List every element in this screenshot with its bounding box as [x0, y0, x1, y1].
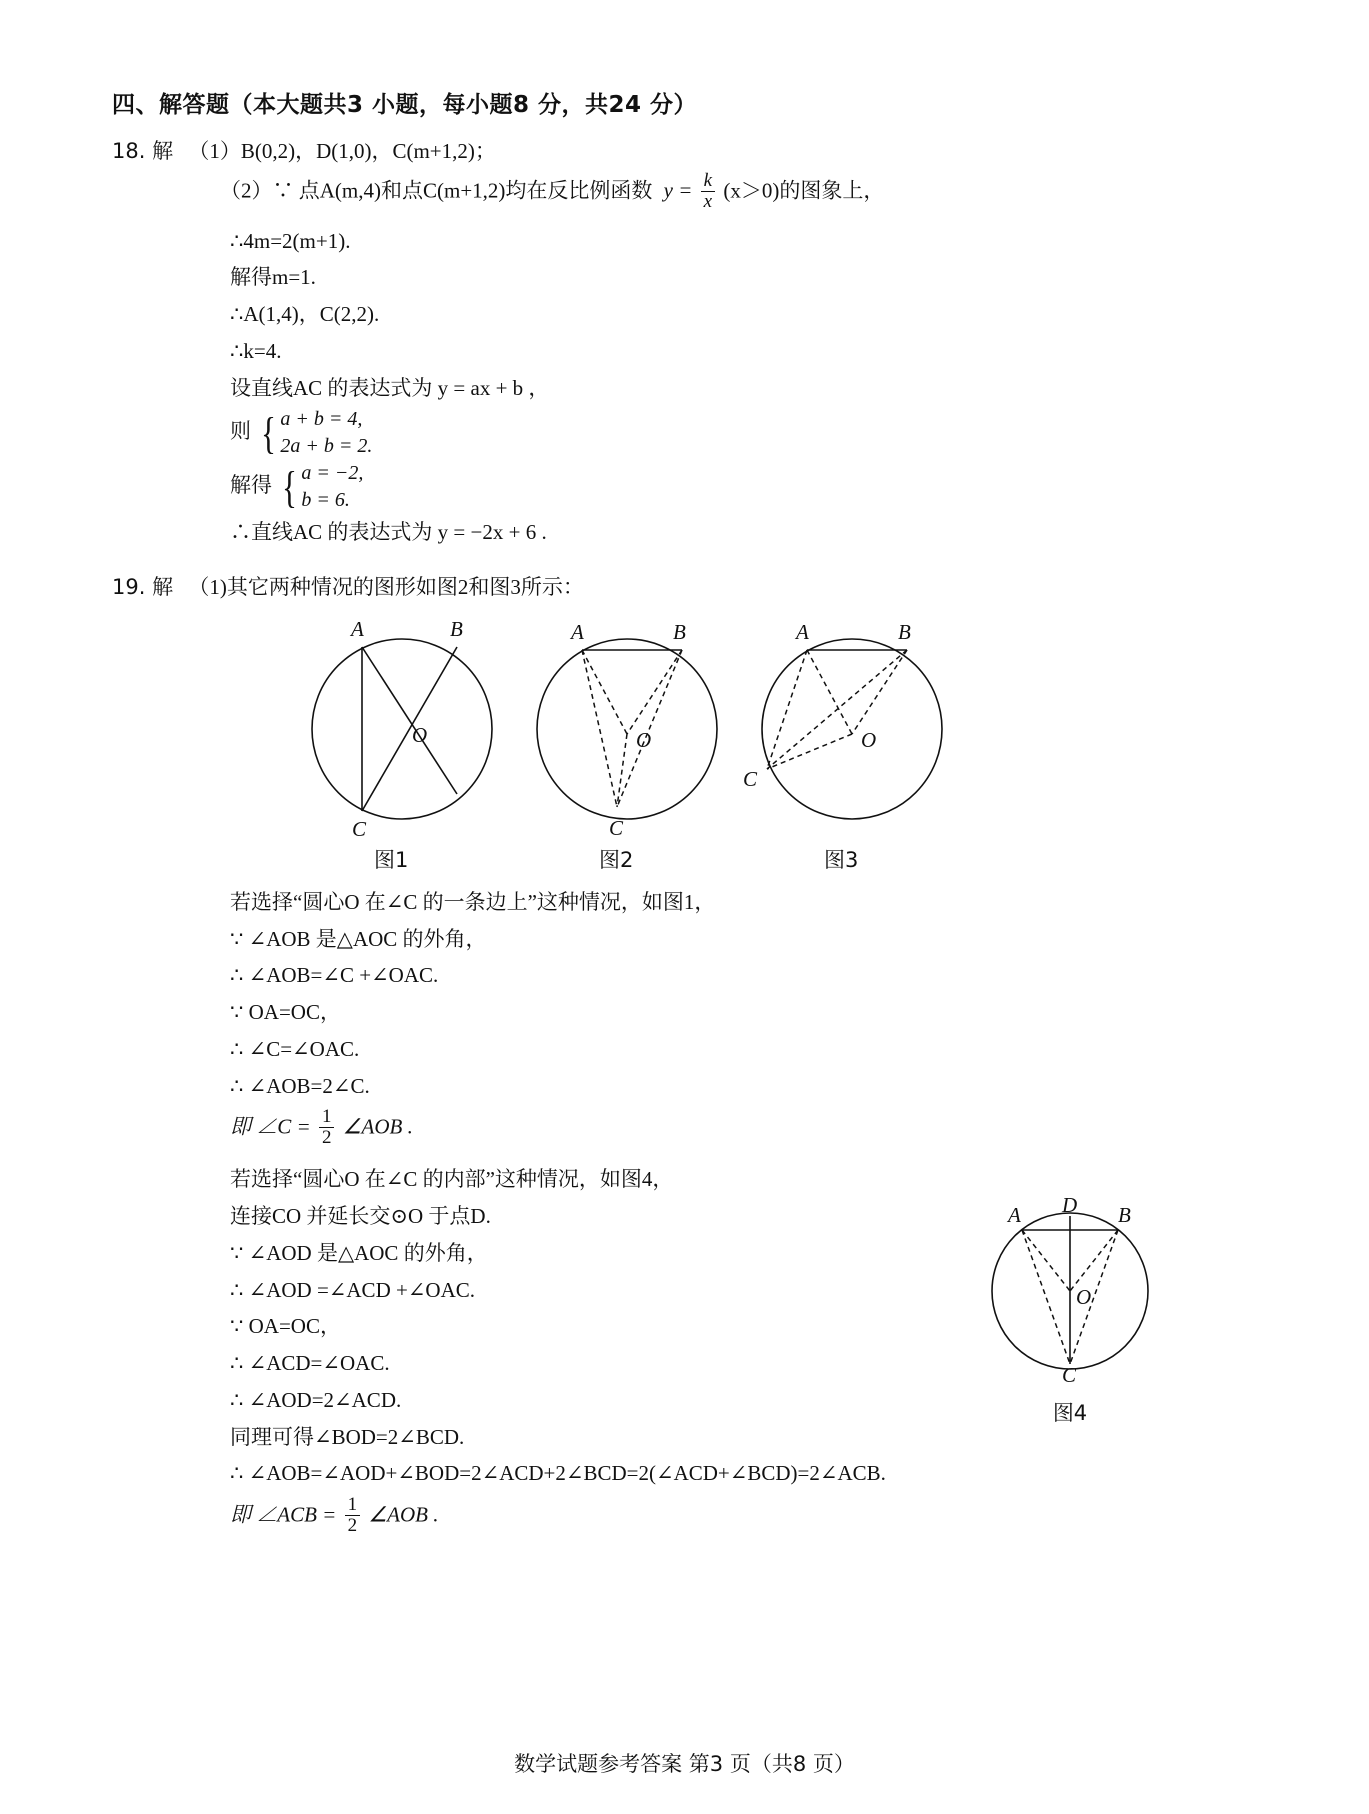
figure-1-label-B: B: [450, 616, 463, 641]
problem-18-line-9: [112, 460, 1262, 514]
problem-19-line-1: [112, 569, 1262, 606]
figure-4-caption: 图4: [1052, 1401, 1088, 1425]
figure-1: [312, 617, 492, 841]
problem-19-body2-5: ∵ OA=OC，: [230, 1314, 341, 1339]
problem-19-half-line-1: [112, 1108, 1262, 1149]
problem-18-answer-2a: （2）∵ 点A(m,4)和点C(m+1,2)均在反比例函数: [220, 178, 653, 202]
problem-19-half-line-2: [112, 1496, 1262, 1537]
problem-18-line-5: ∴A(1,4)，C(2,2).: [230, 302, 380, 327]
fraction-one-half-1: [319, 1107, 335, 1148]
figure-3-label-A: A: [796, 619, 809, 644]
problem-18-y-label: y =: [663, 178, 693, 202]
figure-1-label-A: A: [351, 616, 364, 641]
problem-18-line-4: 解得m=1.: [230, 265, 316, 290]
problem-18-line-8: [112, 406, 1262, 460]
fraction-denominator: x: [701, 191, 715, 212]
problem-19-body2-9: ∴ ∠AOB=∠AOD+∠BOD=2∠ACD+2∠BCD=2(∠ACD+∠BCD)=2∠ACB.: [230, 1461, 886, 1486]
equation-1-row-1: a + b = 4,: [280, 408, 363, 431]
problem-19-body2-6: ∴ ∠ACD=∠OAC.: [230, 1351, 390, 1375]
figure-2-label-A: A: [571, 619, 584, 644]
brace-icon: {: [282, 462, 298, 512]
figures-row: [112, 614, 1262, 844]
problem-19-body-5: ∴ ∠C=∠OAC.: [230, 1036, 360, 1061]
half-line-1-prefix: 即 ∠C =: [230, 1114, 311, 1139]
problem-18-answer-1: （1）B(0,2)，D(1,0)，C(m+1,2)；: [188, 139, 496, 163]
equation-system-2: [279, 460, 363, 514]
figure-4-svg: [970, 1196, 1170, 1386]
problem-18-line-7: 设直线AC 的表达式为 y = ax + b ，: [230, 375, 550, 400]
problem-19-body-3: ∴ ∠AOB=∠C +∠OAC.: [230, 963, 439, 988]
figure-2-label-O: O: [636, 727, 652, 752]
half-line-2-suffix: ∠AOB .: [368, 1502, 439, 1527]
fraction-k-over-x: [701, 171, 715, 212]
problem-19-body2-8: 同理可得∠BOD=2∠BCD.: [230, 1424, 465, 1449]
problem-19-body-1: 若选择“圆心O 在∠C 的一条边上”这种情况，如图1，: [230, 889, 716, 914]
figures-svg: [112, 614, 1162, 844]
problem-18-line-3: ∴4m=2(m+1).: [230, 228, 351, 253]
problem-19-body-4: ∵ OA=OC，: [230, 1000, 341, 1025]
fraction-one-half-2: [345, 1495, 361, 1536]
problem-19-body2-7: ∴ ∠AOD=2∠ACD.: [230, 1387, 402, 1412]
brace-icon: {: [261, 408, 277, 458]
figure-3: [743, 620, 942, 819]
figure-caption-2: 图2: [599, 847, 634, 872]
equation-system-1-rows: [280, 406, 372, 460]
half-line-1-suffix: ∠AOB .: [342, 1114, 413, 1139]
problem-18-label: 18. 解: [112, 139, 174, 163]
fraction-denominator: 2: [345, 1515, 361, 1536]
figure-3-label-O: O: [861, 727, 877, 752]
problem-18-line-6: ∴k=4.: [230, 338, 282, 363]
problem-19-body-6: ∴ ∠AOB=2∠C.: [230, 1073, 370, 1098]
figure-3-label-B: B: [898, 619, 911, 644]
equation-2-row-2: b = 6.: [301, 489, 350, 512]
figure-2-label-C: C: [609, 815, 624, 840]
equation-2-row-1: a = −2,: [301, 462, 364, 485]
equation-1-row-2: 2a + b = 2.: [280, 435, 373, 458]
page-footer: 数学试题参考答案 第3 页（共8 页）: [514, 1752, 855, 1776]
problem-18-then-label: 则: [230, 419, 251, 444]
fraction-denominator: 2: [319, 1127, 335, 1148]
figure-2-label-B: B: [673, 619, 686, 644]
figure-4-label-O: O: [1076, 1285, 1092, 1309]
figure-4-label-A: A: [1008, 1203, 1021, 1227]
section-title: 四、解答题（本大题共3 小题，每小题8 分，共24 分）: [112, 92, 698, 118]
figure-2: [537, 620, 717, 840]
problem-19-label: 19. 解: [112, 575, 174, 600]
fraction-numerator: k: [703, 169, 713, 191]
problem-18-line-2: [112, 169, 1262, 213]
equation-system-1: [258, 406, 372, 460]
equation-system-2-rows: [301, 460, 363, 514]
figure-caption-1: 图1: [374, 847, 409, 872]
problem-19-body2-3: ∵ ∠AOD 是△AOC 的外角，: [230, 1240, 488, 1265]
problem-19-body-2: ∵ ∠AOB 是△AOC 的外角，: [230, 926, 487, 951]
figure-1-label-C: C: [352, 816, 367, 841]
figure-4-label-B: B: [1118, 1203, 1131, 1227]
problem-18-answer-2b: (x＞0)的图象上，: [723, 178, 885, 202]
problem-19-body2-2: 连接CO 并延长交⊙O 于点D.: [230, 1204, 491, 1228]
problem-19-body2-4: ∴ ∠AOD =∠ACD +∠OAC.: [230, 1277, 476, 1302]
half-line-2-prefix: 即 ∠ACB =: [230, 1502, 337, 1527]
figure-4: [970, 1196, 1170, 1427]
problem-18-line-1: [112, 133, 1262, 170]
figure-4-label-C: C: [1062, 1363, 1077, 1386]
page-content: [112, 86, 1262, 1541]
figure-captions: [112, 844, 1262, 878]
fraction-numerator: 1: [347, 1494, 358, 1515]
figure-1-label-O: O: [412, 722, 428, 747]
figure-caption-3: 图3: [824, 847, 859, 872]
problem-19-answer-1: （1)其它两种情况的图形如图2和图3所示：: [188, 575, 584, 600]
figure-4-label-D: D: [1062, 1196, 1078, 1217]
problem-18-line-10: ∴直线AC 的表达式为 y = −2x + 6 .: [230, 520, 547, 545]
problem-18-solve-label: 解得: [230, 473, 272, 498]
problem-18: [112, 133, 1262, 551]
fraction-numerator: 1: [321, 1106, 332, 1128]
problem-19-body2-1: 若选择“圆心O 在∠C 的内部”这种情况，如图4，: [230, 1167, 674, 1192]
figure-3-label-C: C: [743, 766, 758, 791]
